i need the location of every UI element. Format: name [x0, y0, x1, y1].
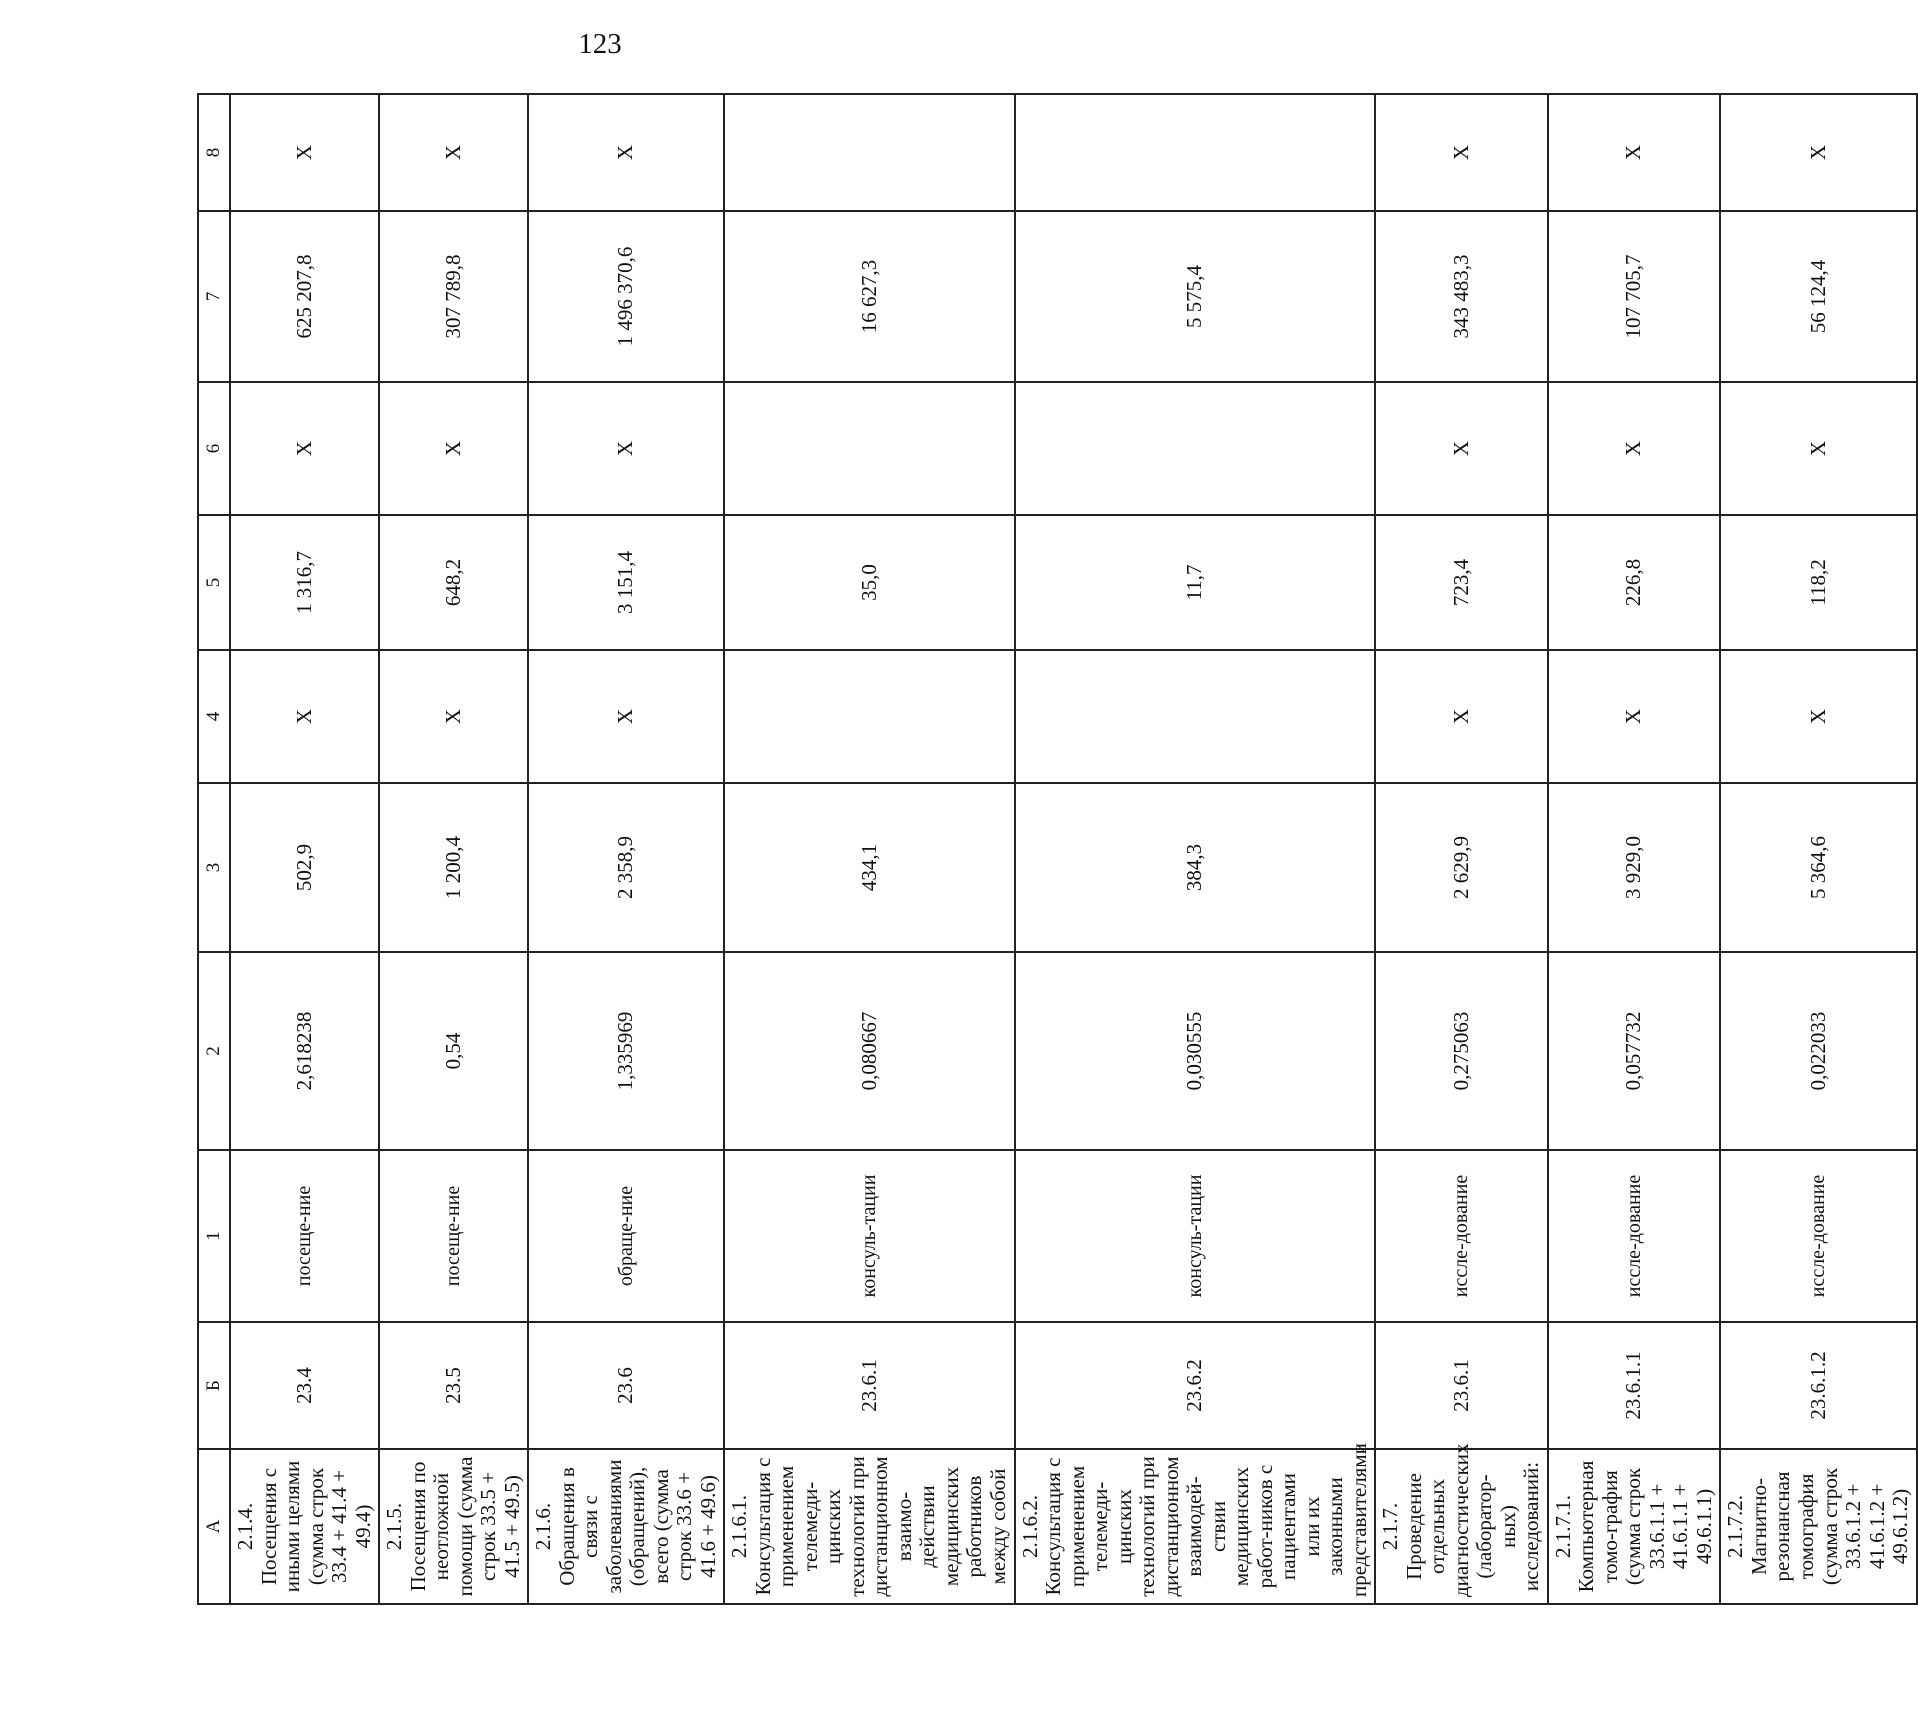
table-row — [379, 94, 528, 1604]
unit-cell: посеще-ние — [230, 1150, 379, 1322]
table-cell: X — [379, 382, 528, 515]
table-cell: X — [230, 382, 379, 515]
table-cell: 1,335969 — [528, 952, 724, 1150]
table-cell: 434,1 — [724, 783, 1014, 952]
table-cell: 625 207,8 — [230, 211, 379, 382]
table-cell: X — [1720, 650, 1916, 783]
table-cell — [1015, 650, 1376, 783]
row-code: 23.6.1 — [1375, 1322, 1548, 1449]
column-header: 4 — [198, 650, 230, 783]
table-row — [1375, 94, 1548, 1604]
table-cell: 5 364,6 — [1720, 783, 1916, 952]
table-cell: X — [1548, 650, 1721, 783]
column-header: 2 — [198, 952, 230, 1150]
table-row — [1720, 94, 1916, 1604]
table-cell: 2 629,9 — [1375, 783, 1548, 952]
table-cell: 3 151,4 — [528, 515, 724, 650]
table-cell — [724, 650, 1014, 783]
table-cell: 2 358,9 — [528, 783, 724, 952]
table-cell: 5 575,4 — [1015, 211, 1376, 382]
row-code: 23.6.1.2 — [1720, 1322, 1916, 1449]
column-header: 7 — [198, 211, 230, 382]
table-cell: 107 705,7 — [1548, 211, 1721, 382]
table-row — [230, 94, 379, 1604]
column-header: 1 — [198, 1150, 230, 1322]
row-code: 23.4 — [230, 1322, 379, 1449]
row-name: 2.1.6.2. Консультация с применением телемеди-цинских технологий при дистанционном взаимодей-ствии медицинских работ-ников с пациентами или их законными представителями — [1015, 1449, 1376, 1604]
table-cell: 1 200,4 — [379, 783, 528, 952]
table-cell: 648,2 — [379, 515, 528, 650]
table-cell: 1 316,7 — [230, 515, 379, 650]
table-cell: X — [528, 94, 724, 211]
table-cell: X — [1375, 94, 1548, 211]
table-row — [1548, 94, 1721, 1604]
column-header: Б — [198, 1322, 230, 1449]
table-cell: 307 789,8 — [379, 211, 528, 382]
unit-cell: иссле-дование — [1375, 1150, 1548, 1322]
table-cell: 2,618238 — [230, 952, 379, 1150]
table-row — [1015, 94, 1376, 1604]
table-cell — [1015, 382, 1376, 515]
row-name: 2.1.6. Обращения в связи с заболеваниями (обращений), всего (сумма строк 33.6 + 41.6 + 49.6) — [528, 1449, 724, 1604]
column-header: А — [198, 1449, 230, 1604]
table-cell: 0,275063 — [1375, 952, 1548, 1150]
table-cell: 0,54 — [379, 952, 528, 1150]
rotated-table-container — [197, 105, 1913, 1605]
row-name: 2.1.6.1. Консультация с применением телемеди-цинских технологий при дистанционном взаимо-действии медицинских работников между собой — [724, 1449, 1014, 1604]
unit-cell: посеще-ние — [379, 1150, 528, 1322]
table-cell — [724, 94, 1014, 211]
row-name: 2.1.7.2. Магнитно-резонансная томография (сумма строк 33.6.1.2 + 41.6.1.2 + 49.6.1.2) — [1720, 1449, 1916, 1604]
table-cell: 11,7 — [1015, 515, 1376, 650]
row-code: 23.6 — [528, 1322, 724, 1449]
table-cell: X — [230, 650, 379, 783]
table-cell: 384,3 — [1015, 783, 1376, 952]
row-name: 2.1.5. Посещения по неотложной помощи (сумма строк 33.5 + 41.5 + 49.5) — [379, 1449, 528, 1604]
column-header: 8 — [198, 94, 230, 211]
table-cell: 3 929,0 — [1548, 783, 1721, 952]
table-cell: X — [1375, 382, 1548, 515]
table-cell: 0,022033 — [1720, 952, 1916, 1150]
table-cell — [1015, 94, 1376, 211]
table-cell: 0,057732 — [1548, 952, 1721, 1150]
table-cell: X — [528, 382, 724, 515]
table-cell: X — [230, 94, 379, 211]
row-code: 23.6.2 — [1015, 1322, 1376, 1449]
row-name: 2.1.4. Посещения с иными целями (сумма строк 33.4 + 41.4 + 49.4) — [230, 1449, 379, 1604]
table-row — [724, 94, 1014, 1604]
table-cell: 723,4 — [1375, 515, 1548, 650]
table-cell: 35,0 — [724, 515, 1014, 650]
table-cell: X — [379, 94, 528, 211]
row-code: 23.6.1.1 — [1548, 1322, 1721, 1449]
row-name: 2.1.7.1. Компьютерная томо-графия (сумма строк 33.6.1.1 + 41.6.1.1 + 49.6.1.1) — [1548, 1449, 1721, 1604]
table-cell: X — [379, 650, 528, 783]
table-cell: X — [1375, 650, 1548, 783]
unit-cell: обраще-ние — [528, 1150, 724, 1322]
column-header: 5 — [198, 515, 230, 650]
row-code: 23.5 — [379, 1322, 528, 1449]
unit-cell: иссле-дование — [1548, 1150, 1721, 1322]
table-cell: X — [1548, 382, 1721, 515]
table-cell: 56 124,4 — [1720, 211, 1916, 382]
unit-cell: консуль-тации — [1015, 1150, 1376, 1322]
unit-cell: консуль-тации — [724, 1150, 1014, 1322]
unit-cell: иссле-дование — [1720, 1150, 1916, 1322]
table-cell: 1 496 370,6 — [528, 211, 724, 382]
page-number: 123 — [578, 28, 622, 60]
row-name: 2.1.7. Проведение отдельных диагностических (лаборатор-ных) исследований: — [1375, 1449, 1548, 1604]
row-code: 23.6.1 — [724, 1322, 1014, 1449]
table-row — [528, 94, 724, 1604]
column-header: 3 — [198, 783, 230, 952]
column-header: 6 — [198, 382, 230, 515]
table-cell — [724, 382, 1014, 515]
table-cell: X — [1720, 94, 1916, 211]
table-cell: 343 483,3 — [1375, 211, 1548, 382]
table-cell: X — [528, 650, 724, 783]
table-cell: X — [1548, 94, 1721, 211]
table-cell: X — [1720, 382, 1916, 515]
table-cell: 0,030555 — [1015, 952, 1376, 1150]
table-cell: 118,2 — [1720, 515, 1916, 650]
table-cell: 16 627,3 — [724, 211, 1014, 382]
table-cell: 502,9 — [230, 783, 379, 952]
table-cell: 226,8 — [1548, 515, 1721, 650]
header-row — [198, 94, 230, 1604]
data-table — [197, 93, 1918, 1605]
table-cell: 0,080667 — [724, 952, 1014, 1150]
